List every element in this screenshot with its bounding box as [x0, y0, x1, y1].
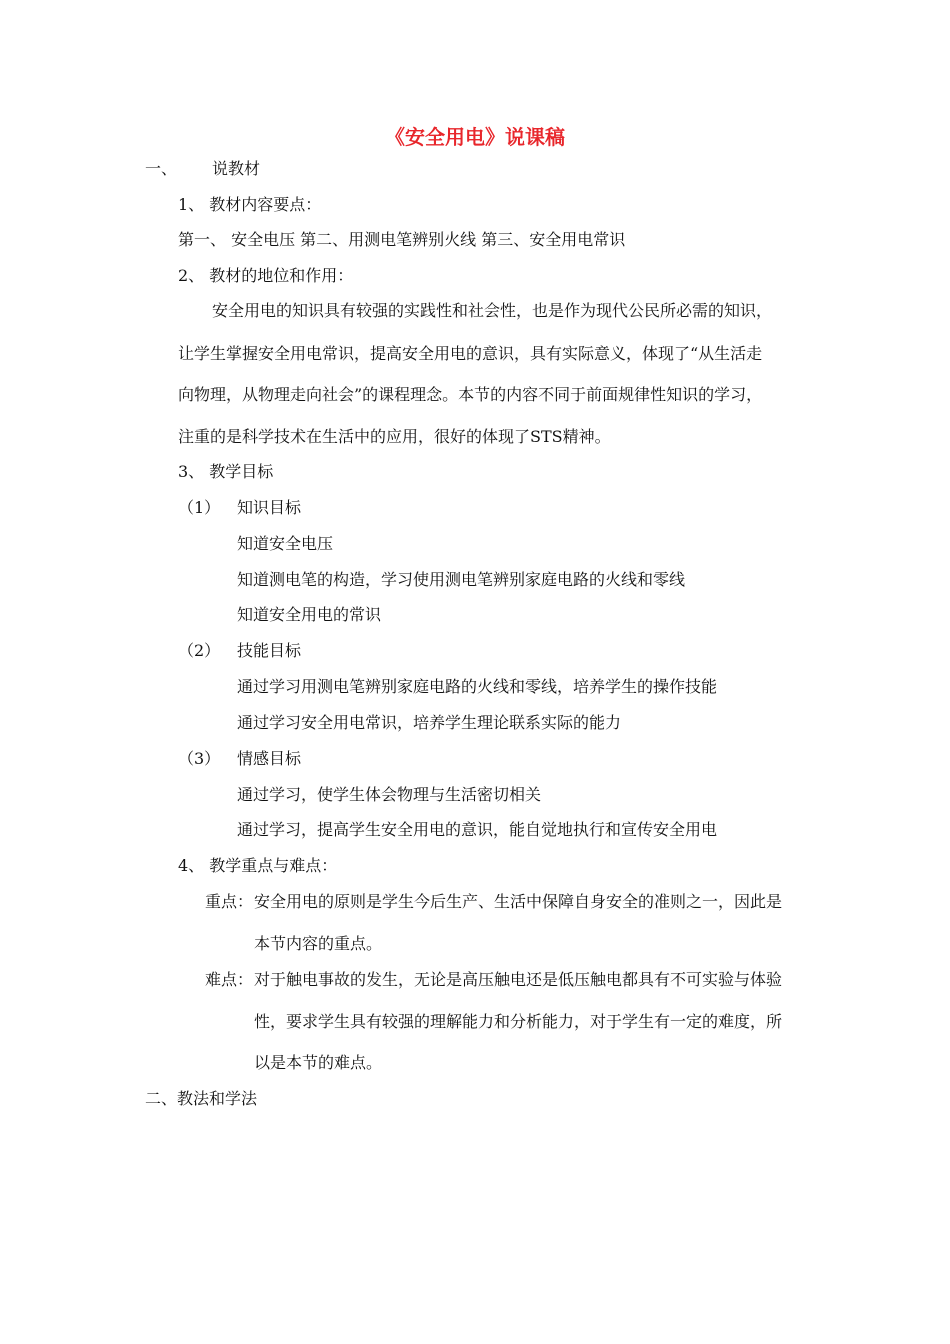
goal-item: 知道安全用电的常识 [237, 605, 382, 624]
goal-item: 通过学习安全用电常识，培养学生理论联系实际的能力 [237, 713, 622, 732]
goal-item: 知道测电笔的构造，学习使用测电笔辨别家庭电路的火线和零线 [237, 570, 686, 589]
item-heading: 3、 教学目标 [178, 462, 274, 481]
goal-item: 知道安全电压 [237, 534, 334, 553]
section-heading: 二、教法和学法 [145, 1089, 258, 1108]
item-heading: 2、 教材的地位和作用： [178, 266, 354, 285]
paragraph-line: 注重的是科学技术在生活中的应用，很好的体现了STS精神。 [178, 427, 611, 446]
difficulty-line: 以是本节的难点。 [254, 1053, 383, 1072]
goal-item: 通过学习，使学生体会物理与生活密切相关 [237, 785, 542, 804]
goal-number: （1） [178, 498, 221, 517]
paragraph-line: 让学生掌握安全用电常识，提高安全用电的意识，具有实际意义，体现了“从生活走 [178, 344, 763, 363]
item-content: 第一、 安全电压 第二、用测电笔辨别火线 第三、安全用电常识 [178, 230, 626, 249]
document-title: 《安全用电》说课稿 [385, 125, 565, 149]
paragraph-line: 向物理，从物理走向社会”的课程理念。本节的内容不同于前面规律性知识的学习， [178, 385, 763, 404]
item-heading: 1、 教材内容要点： [178, 195, 322, 214]
section-number: 一、 [145, 159, 178, 178]
goal-title: 知识目标 [237, 498, 302, 517]
item-heading: 4、 教学重点与难点： [178, 856, 338, 875]
goal-number: （3） [178, 749, 221, 768]
difficulty-line: 对于触电事故的发生，无论是高压触电还是低压触电都具有不可实验与体验 [254, 970, 783, 989]
goal-title: 技能目标 [237, 641, 302, 660]
section-heading: 说教材 [212, 159, 261, 178]
key-line: 安全用电的原则是学生今后生产、生活中保障自身安全的准则之一，因此是 [254, 892, 783, 911]
key-line: 本节内容的重点。 [254, 934, 383, 953]
paragraph-line: 安全用电的知识具有较强的实践性和社会性，也是作为现代公民所必需的知识， [212, 301, 773, 320]
goal-item: 通过学习，提高学生安全用电的意识，能自觉地执行和宣传安全用电 [237, 820, 718, 839]
goal-number: （2） [178, 641, 221, 660]
difficulty-line: 性，要求学生具有较强的理解能力和分析能力，对于学生有一定的难度，所 [254, 1012, 783, 1031]
key-label: 重点： [205, 892, 254, 911]
difficulty-label: 难点： [205, 970, 254, 989]
goal-item: 通过学习用测电笔辨别家庭电路的火线和零线，培养学生的操作技能 [237, 677, 718, 696]
goal-title: 情感目标 [237, 749, 302, 768]
